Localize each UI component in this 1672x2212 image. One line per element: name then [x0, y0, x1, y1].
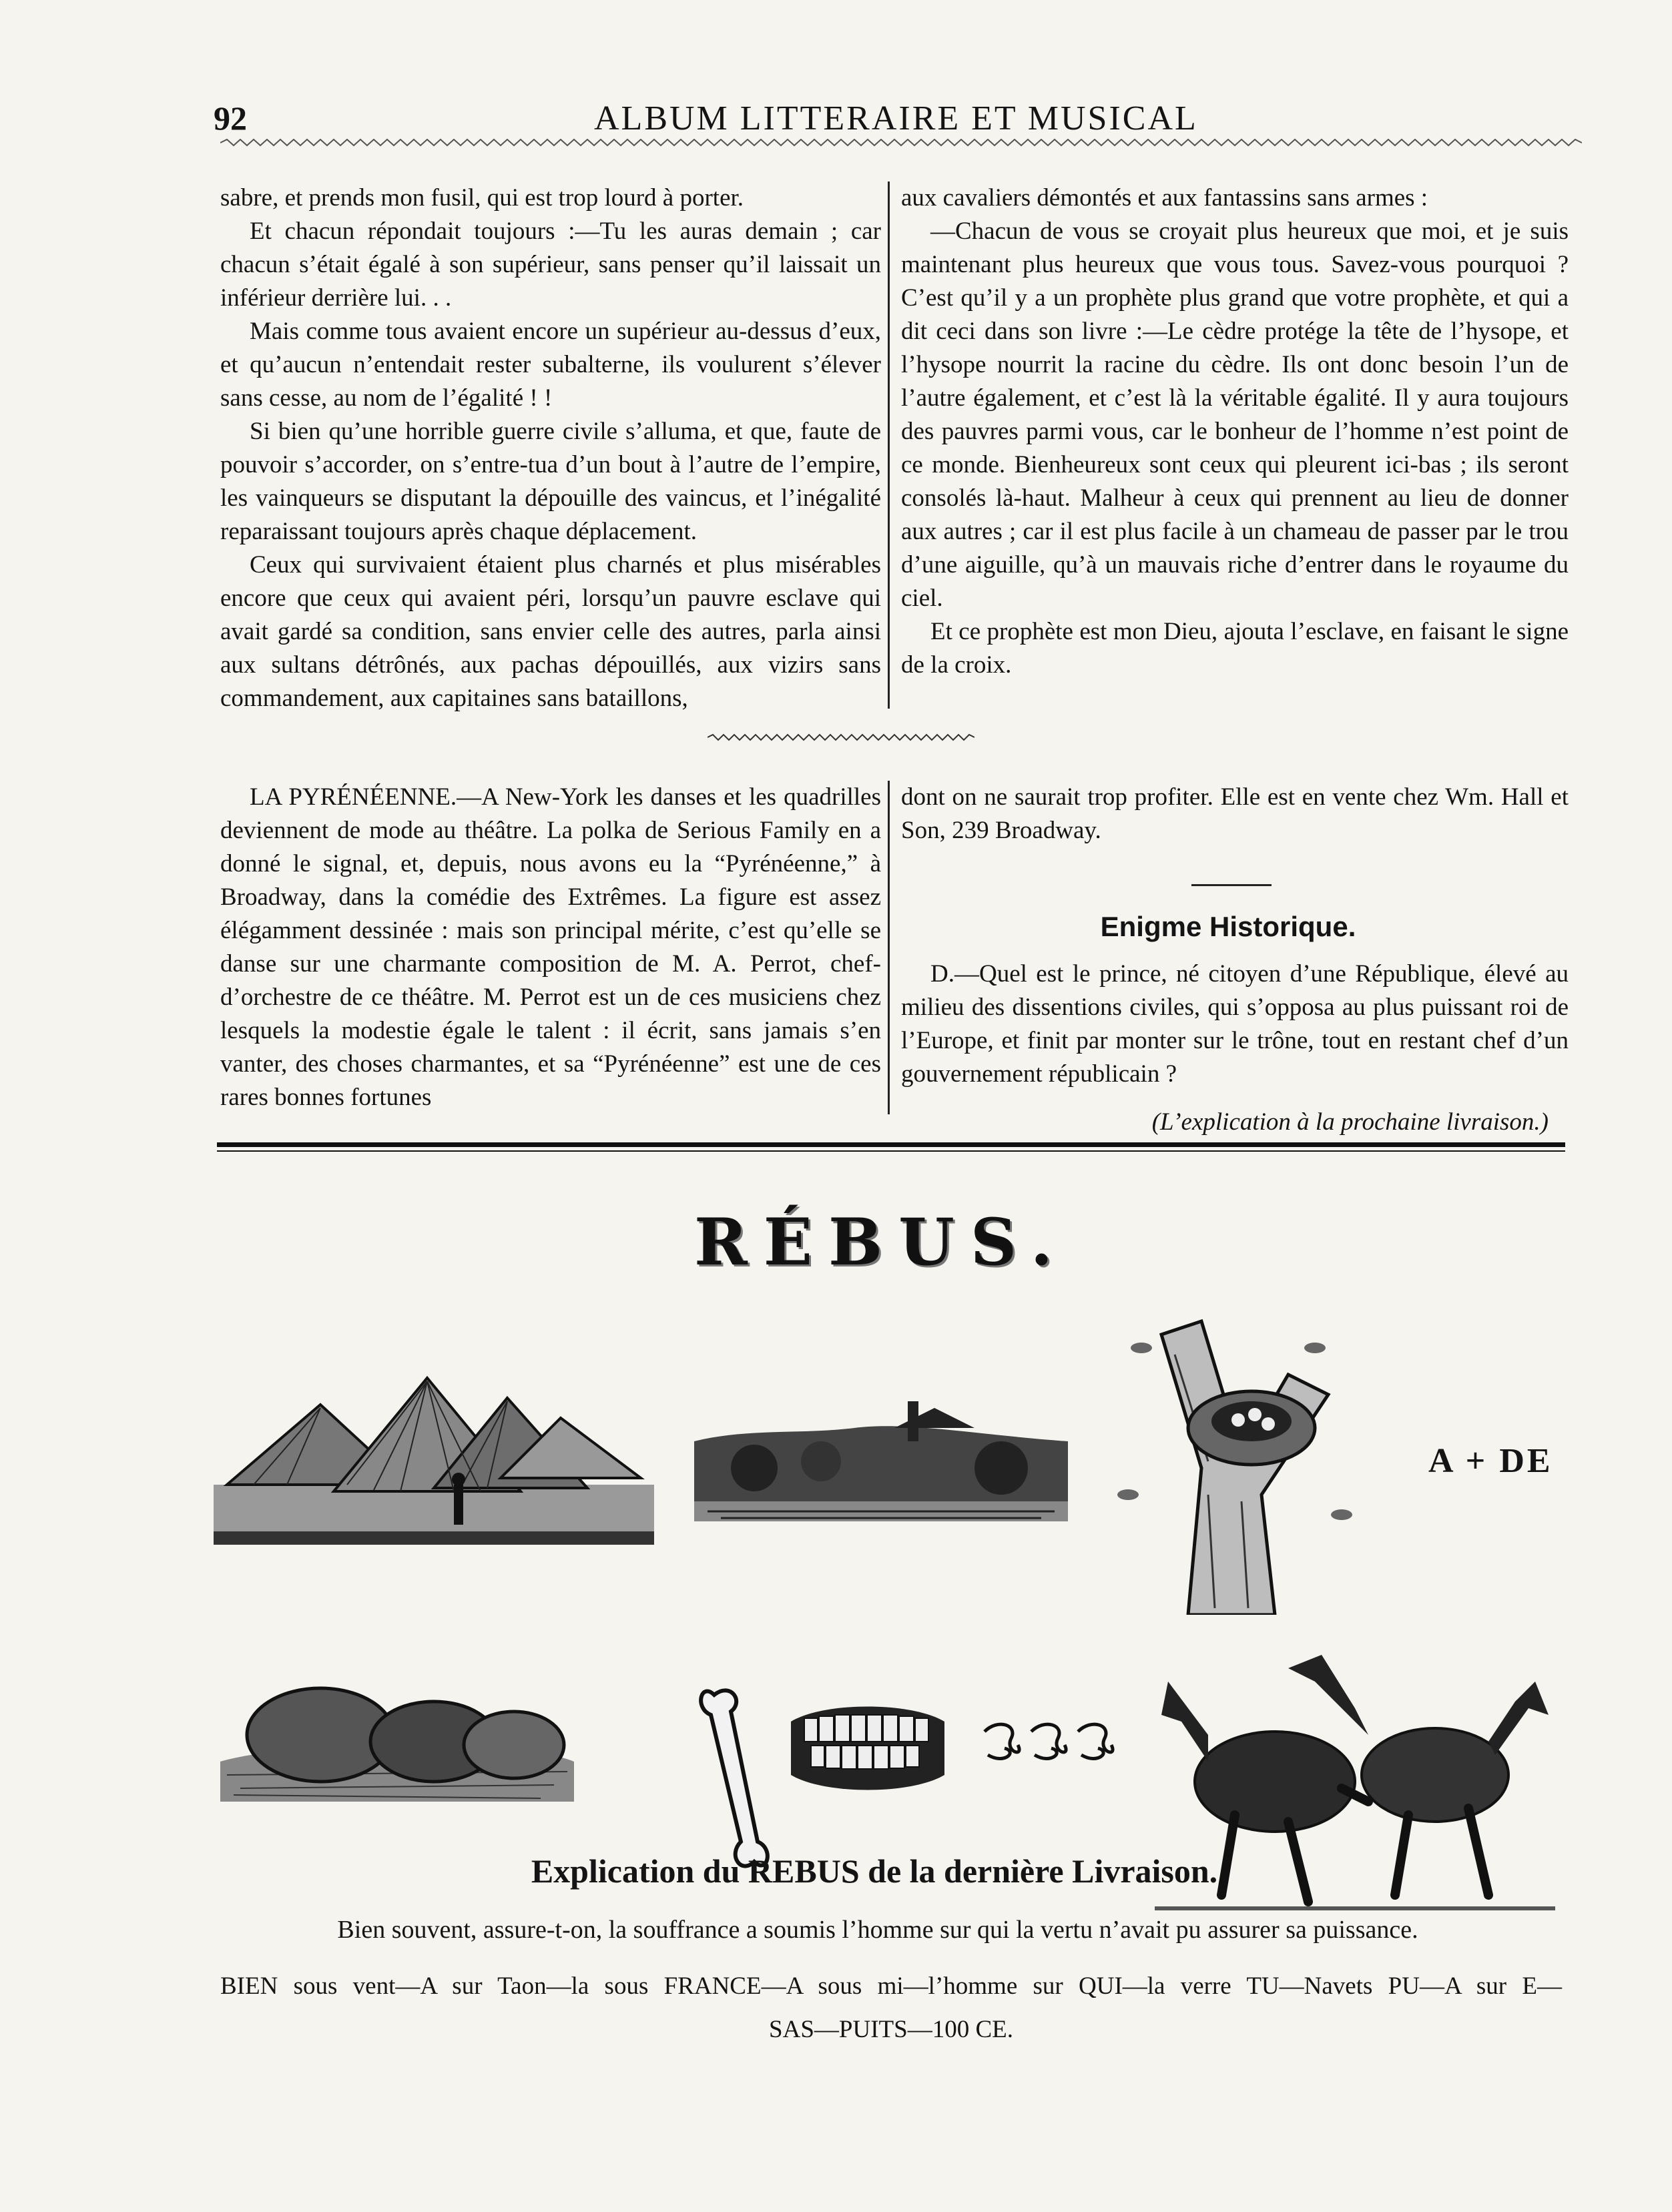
bird-nest-on-tree-icon — [1088, 1295, 1382, 1615]
header-zigzag-rule — [220, 137, 1582, 148]
story-paragraph: Mais comme tous avaient encore un supérieur au-dessus d’eux, et qu’aucun n’entendait rester subalterne, ils voulurent s’élever sans cesse, au nom de l’égalité ! ! — [220, 318, 881, 412]
enigme-note: (L’explication à la prochaine livraison.) — [1151, 1108, 1549, 1136]
section-ornament-rule — [708, 733, 974, 742]
river-village-landscape-icon — [694, 1388, 1068, 1548]
story-right-column — [901, 181, 1569, 682]
rebus-a-plus-de: A + DE — [1428, 1442, 1553, 1480]
running-title: ALBUM LITTERAIRE ET MUSICAL — [594, 99, 1198, 137]
story-left-column — [220, 181, 881, 715]
teeth-icon — [784, 1688, 951, 1808]
story-paragraph: sabre, et prends mon fusil, qui est trop lourd à porter. — [220, 184, 744, 212]
ornamental-letters-icon — [978, 1718, 1125, 1765]
column-divider — [888, 181, 890, 709]
explication-decoding-line: BIEN sous vent—A sur Taon—la sous FRANCE—A sous mi—l’homme sur QUI—la verre TU—Navets PU—A sur E— — [220, 1972, 1562, 2000]
explication-sentence: Bien souvent, assure-t-on, la souffrance a soumis l’homme sur qui la vertu n’avait pu assurer sa puissance. — [337, 1916, 1418, 1944]
story-paragraph: —Chacun de vous se croyait plus heureux que moi, et je suis maintenant plus heureux que vous tous. Savez-vous pourquoi ? C’est qu’il y a un prophète plus grand que votre prophète, et qui a dit ceci dans son livre :—Le cèdre protége la tête de l’hysope, et l’hysope nourrit la racine du cèdre. Ils ont donc besoin l’un de l’autre également, et c’est là la véritable égalité. Il y aura toujours des pauvres parmi vous, car le bonheur de l’homme n’est point de ce monde. Bienheureux sont ceux qui pleurent ici-bas ; ils seront consolés là-haut. Malheur à ceux qui prennent au lieu de donner aux autres ; car il est plus facile à un chameau de passer par le trou d’une aiguille, qu’à un mauvais riche d’entrer dans le royaume du ciel. — [901, 218, 1569, 612]
column-divider — [888, 781, 890, 1114]
short-divider — [1191, 884, 1272, 886]
pyreneenne-continuation-text: dont on ne saurait trop profiter. Elle est en vente chez Wm. Hall et Son, 239 Broadway. — [901, 783, 1569, 844]
pyreneenne-text: —A New-York les danses et les quadrilles deviennent de mode au théâtre. La polka de Serious Family en a donné le signal, et, depuis, nous avons eu la “Pyrénéenne,” à Broadway, dans la comédie des Extrêmes. La figure est assez élégamment dessinée : mais son principal mérite, c’est qu’elle se danse sur une charmante composition de M. A. Perrot, chef-d’orchestre de ce théâtre. M. Perrot est un de ces musiciens chez lesquels la modestie égale le talent : il écrit, sans jamais s’en vanter, des choses charmantes, et sa “Pyrénéenne” est une de ces rares bonnes fortunes — [220, 783, 881, 1111]
enigme-title: Enigme Historique. — [1100, 911, 1356, 942]
explication-title: Explication du REBUS de la dernière Livraison. — [531, 1852, 1218, 1890]
pyreneenne-paragraph — [220, 781, 881, 1114]
story-paragraph: Si bien qu’une horrible guerre civile s’alluma, et que, faute de pouvoir s’accorder, on s’entre-tua d’un bout à l’autre de l’empire, les vainqueurs se disputant la dépouille des vaincus, et l’inégalité reparaissant toujours après chaque déplacement. — [220, 418, 881, 545]
story-paragraph: Et ce prophète est mon Dieu, ajouta l’esclave, en faisant le signe de la croix. — [901, 618, 1569, 679]
story-paragraph: aux cavaliers démontés et aux fantassins sans armes : — [901, 184, 1428, 212]
enigme-question: D.—Quel est le prince, né citoyen d’une République, élevé au milieu des dissentions civiles, qui s’opposa au plus puissant roi de l’Europe, et finit par monter sur le trône, tout en restant chef d’un gouvernement républicain ? — [901, 960, 1569, 1088]
page-number: 92 — [214, 99, 247, 137]
story-paragraph: Ceux qui survivaient étaient plus charnés et plus misérables encore que ceux qui avaient péri, lorsqu’un pauvre esclave qui avait gardé sa condition, sans envier celle des autres, parla ainsi aux sultans détrônés, aux pachas dépouillés, aux vizirs sans commandement, aux capitaines sans bataillons, — [220, 551, 881, 712]
enigme-question-block — [901, 958, 1569, 1091]
section-thin-rule — [217, 1150, 1565, 1152]
pyreneenne-continuation — [901, 781, 1569, 847]
tents-encampment-icon — [214, 1331, 654, 1558]
explication-decoding-line: SAS—PUITS—100 CE. — [769, 2016, 1013, 2043]
pyreneenne-lead: LA PYRÉNÉENNE. — [250, 783, 457, 811]
section-thick-rule — [217, 1142, 1565, 1147]
loaves-on-straw-icon — [220, 1662, 574, 1808]
rebus-title: RÉBUS. — [694, 1204, 1069, 1280]
pyreneenne-article — [220, 781, 881, 1114]
story-paragraph: Et chacun répondait toujours :—Tu les auras demain ; car chacun s’était égalé à son supérieur, sans penser qu’il laissait un inférieur derrière lui. . . — [220, 218, 881, 312]
